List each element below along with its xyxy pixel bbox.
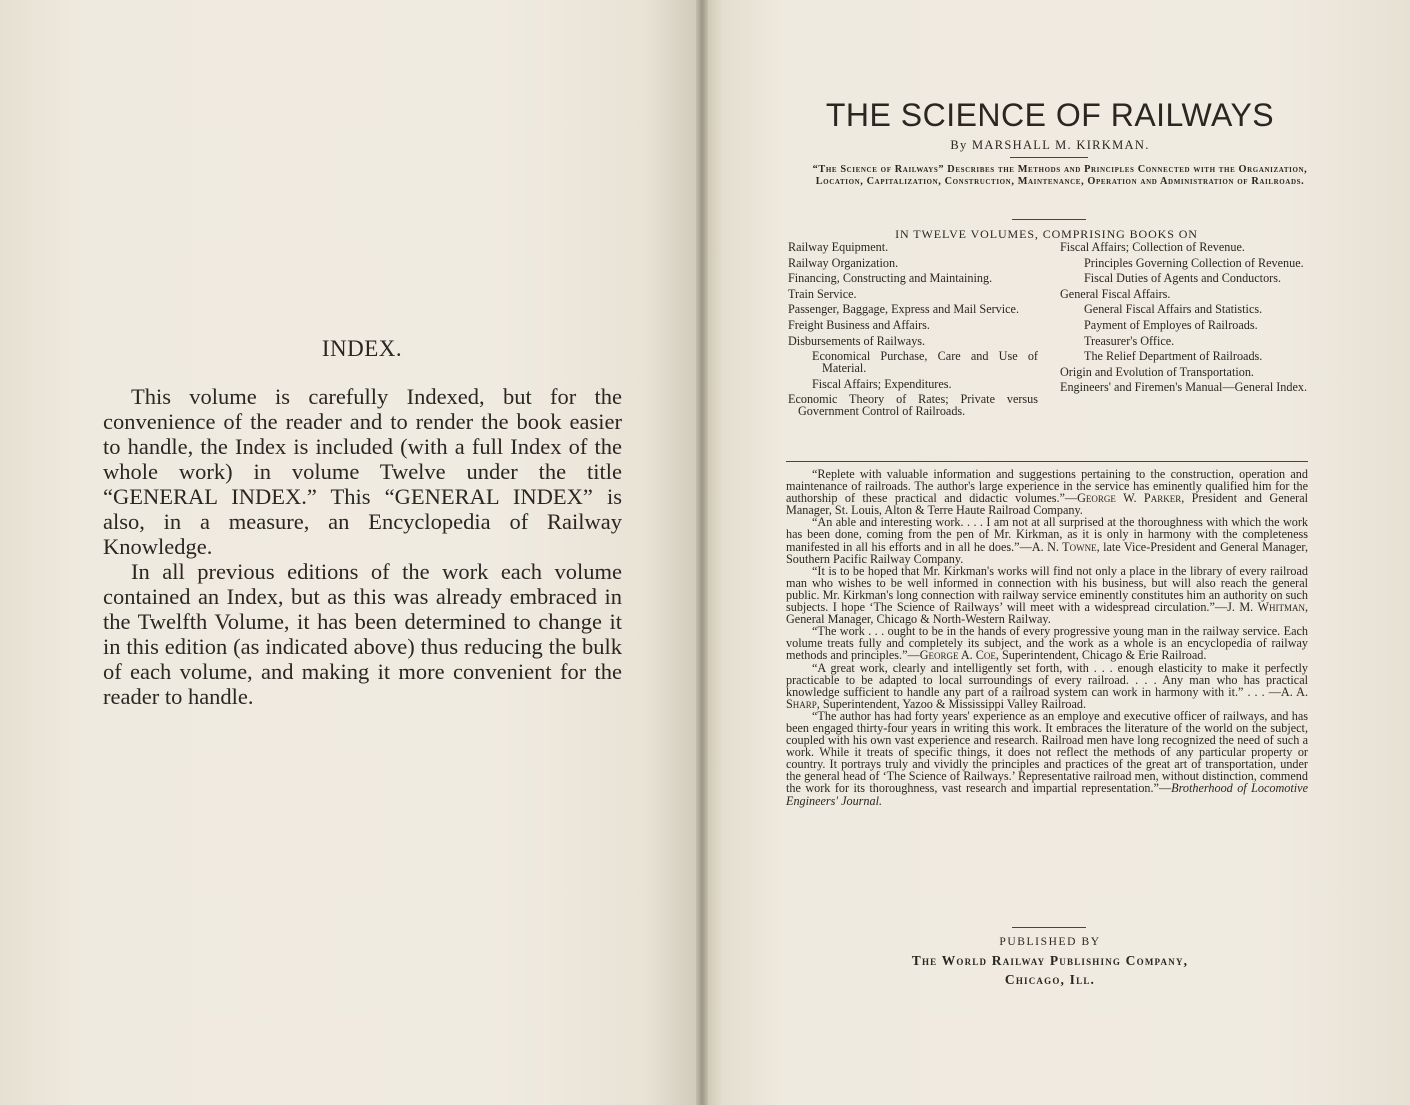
volume-left-item: Fiscal Affairs; Expenditures. xyxy=(812,376,952,391)
testimonial-source: George A. Coe xyxy=(919,648,996,663)
testimonial-text: “The work . . . ought to be in the hands of every progressive young man in the railway service. Each volume treats fully and completely its subject, and the work as a whole is an encyclopedia of railway methods and principles.”— xyxy=(786,624,1308,663)
volume-right-item: General Fiscal Affairs and Statistics. xyxy=(1084,302,1263,317)
index-body xyxy=(103,384,622,709)
publisher-rule xyxy=(1012,927,1086,928)
testimonials xyxy=(786,468,1308,807)
testimonial-source: J. M. Whitman xyxy=(1227,600,1305,615)
publisher-block xyxy=(790,951,1310,989)
volume-left-item: Train Service. xyxy=(788,286,857,301)
volume-right-item: Fiscal Duties of Agents and Conductors. xyxy=(1084,271,1282,286)
testimonial-role: , General Manager, Chicago & North-Western Railway. xyxy=(786,600,1309,627)
testimonial xyxy=(786,710,1308,807)
volume-left-item: Railway Organization. xyxy=(788,255,899,270)
testimonial-text: “A great work, clearly and intelligently set forth, with . . . enough elasticity to make it perfectly practicable to be adapted to local surroundings of every railroad. . . . Any man who has practical knowledge sufficient to handle any part of a railroad system can work in harmony with it.” . . . — xyxy=(786,660,1308,699)
byline: By MARSHALL M. KIRKMAN. xyxy=(950,138,1150,152)
testimonial xyxy=(786,625,1308,661)
testimonial-source: A. N. Towne xyxy=(1031,539,1097,554)
testimonial-text: “The author has had forty years' experience as an employe and executive officer of railways, and has been engaged thirty-four years in writing this work. It embraces the literature of the world on the subject, coupled with his own vast experience and research. Railroad men have long recognized the need of such a work. While it treats of specific things, it does not reflect the methods of any particular property or country. It portrays truly and vividly the principles and practices of the great art of transportation, under the general head of ‘The Science of Railways.’ Representative railroad men, without distinction, commend the work for its thoroughness, vast research and impartial representation.”— xyxy=(786,708,1308,796)
volume-left-item: Economic Theory of Rates; Private versus Government Control of Railroads. xyxy=(788,392,1038,418)
testimonial-role: , Superintendent, Yazoo & Mississippi Valley Railroad. xyxy=(816,696,1087,711)
index-paragraph-2: In all previous editions of the work each volume contained an Index, but as this was already embraced in the Twelfth Volume, it has been determined to change it in this edition (as indicated above) thus reducing the bulk of each volume, and making it more convenient for the reader to handle. xyxy=(103,559,622,709)
testimonial xyxy=(786,516,1308,564)
testimonial-role: , late Vice-President and General Manager, Southern Pacific Railway Company. xyxy=(786,539,1308,566)
volume-left-item: Freight Business and Affairs. xyxy=(788,317,930,332)
volume-right-item: The Relief Department of Railroads. xyxy=(1084,349,1263,364)
publisher-city: Chicago, Ill. xyxy=(1004,972,1096,987)
index-title: INDEX. xyxy=(321,336,403,361)
volumes-heading: IN TWELVE VOLUMES, COMPRISING BOOKS ON xyxy=(895,227,1198,241)
published-by: PUBLISHED BY xyxy=(999,936,1101,948)
blurb-rule xyxy=(1012,219,1086,220)
volume-right-item: Treasurer's Office. xyxy=(1084,333,1175,348)
volume-right-item: Engineers' and Firemen's Manual—General Index. xyxy=(1060,380,1308,395)
volume-left-item: Economical Purchase, Care and Use of Material. xyxy=(812,349,1038,375)
book-title: THE SCIENCE OF RAILWAYS xyxy=(825,97,1275,133)
testimonial-source: A. A. Sharp xyxy=(786,684,1308,711)
publisher-name: The World Railway Publishing Company, xyxy=(911,953,1189,968)
index-paragraph-1: This volume is carefully Indexed, but for the convenience of the reader and to render the book easier to handle, the Index is included (with a full Index of the whole work) in volume Twelve under the title “GENERAL INDEX.” This “GENERAL INDEX” is also, in a measure, an Encyclopedia of Railway Knowledge. xyxy=(103,384,622,559)
volume-right-item: Fiscal Affairs; Collection of Revenue. xyxy=(1060,240,1245,254)
testimonial-text: “An able and interesting work. . . . I am not at all surprised at the thoroughness with which the work has been done, coming from the pen of Mr. Kirkman, as it is only in harmony with the completeness manifested in all his efforts and in all he does.”— xyxy=(786,515,1308,554)
title-rule xyxy=(1010,157,1088,158)
volume-left-item: Railway Equipment. xyxy=(788,240,889,254)
testimonial xyxy=(786,468,1308,516)
testimonial-source: Brotherhood of Locomotive Engineers' Journal. xyxy=(786,781,1308,808)
testimonial xyxy=(786,662,1308,710)
volumes-list-left xyxy=(788,242,1038,418)
volume-right-item: Payment of Employes of Railroads. xyxy=(1084,317,1258,332)
volume-left-item: Financing, Constructing and Maintaining. xyxy=(788,271,993,286)
volume-right-item: General Fiscal Affairs. xyxy=(1060,286,1171,301)
volume-left-item: Passenger, Baggage, Express and Mail Service. xyxy=(788,302,1020,317)
volumes-list-right xyxy=(1060,242,1308,394)
testimonial-source: George W. Parker xyxy=(1077,491,1182,506)
testimonial-text: “It is to be hoped that Mr. Kirkman's works will find not only a place in the library of every railroad man who wishes to be well informed in connection with his business, but will also reach the general public. Mr. Kirkman's long connection with railway service eminently constitutes him an authority on such subjects. I hope ‘The Science of Railways’ will meet with a widespread circulation.”— xyxy=(786,563,1308,615)
testimonial-role: , Superintendent, Chicago & Erie Railroad. xyxy=(995,648,1207,663)
testimonials-rule xyxy=(786,461,1308,462)
volume-right-item: Origin and Evolution of Transportation. xyxy=(1060,364,1254,379)
volume-right-item: Principles Governing Collection of Revenue. xyxy=(1084,255,1304,270)
volume-left-item: Disbursements of Railways. xyxy=(788,333,926,348)
book-gutter xyxy=(696,0,708,1105)
testimonial-role: , President and General Manager, St. Louis, Alton & Terre Haute Railroad Company. xyxy=(786,491,1308,518)
testimonial-text: “Replete with valuable information and suggestions pertaining to the construction, operation and maintenance of railroads. The author's large experience in the service has eminently qualified him for the authorship of these practical and didactic volumes.”— xyxy=(786,467,1308,506)
description-blurb: “The Science of Railways” Describes the Methods and Principles Connected with the Organization, Location, Capitalization, Construction, Maintenance, Operation and Administration of Railroads. xyxy=(812,164,1308,188)
testimonial xyxy=(786,565,1308,625)
